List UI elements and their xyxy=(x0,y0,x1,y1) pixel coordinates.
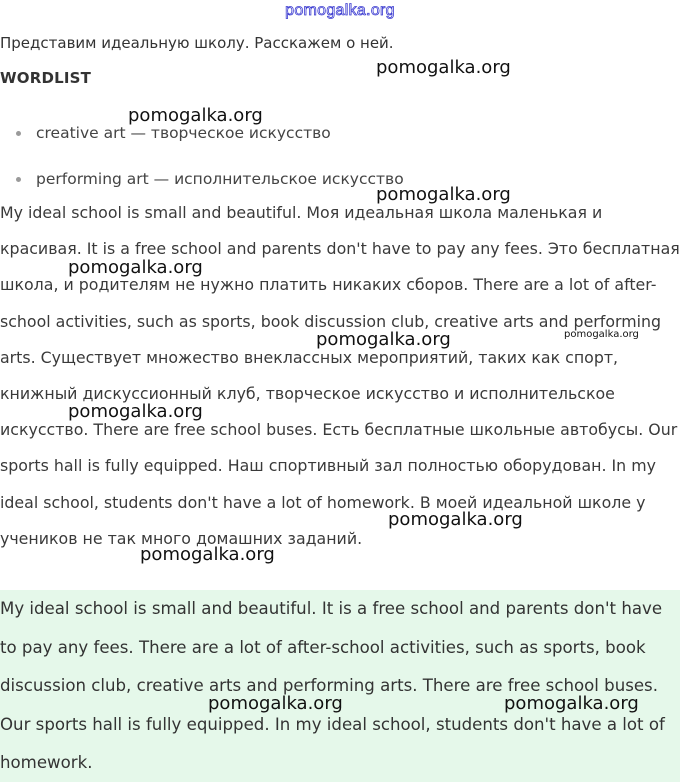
bilingual-paragraph: My ideal school is small and beautiful. Моя идеальная школа маленькая и красивая. It is a free school and parents don't have to pay any fees. Это бесплатная школа, и родителям не нужно платить никаких сборов. There are a lot of after-school activities, such as sports, book discussion club, creative arts and performing arts. Существует множество внеклассных мероприятий, таких как спорт, книжный дискуссионный клуб, творческое искусство и исполнительское искусство. There are free school buses. Есть бесплатные школьные автобусы. Our sports hall is fully equipped. Наш спортивный зал полностью оборудован. In my ideal school, students don't have a lot of homework. В моей идеальной школе у учеников не так много домашних заданий. xyxy=(0,203,680,548)
top-watermark: pomogalka.org xyxy=(285,2,395,19)
watermark: pomogalka.org xyxy=(316,329,451,350)
watermark: pomogalka.org xyxy=(504,693,639,714)
watermark: pomogalka.org xyxy=(68,401,203,422)
watermark: pomogalka.org xyxy=(208,693,343,714)
intro-text: Представим идеальную школу. Расскажем о ней. xyxy=(0,34,394,52)
wordlist-item-text: creative art — творческое искусство xyxy=(36,124,331,142)
watermark: pomogalka.org xyxy=(68,257,203,278)
bullet-icon xyxy=(16,131,21,136)
watermark: pomogalka.org xyxy=(376,184,511,205)
watermark: pomogalka.org xyxy=(128,105,263,126)
watermark: pomogalka.org xyxy=(140,544,275,565)
watermark: pomogalka.org xyxy=(388,509,523,530)
wordlist-item-text: performing art — исполнительское искусство xyxy=(36,170,404,188)
english-paragraph: My ideal school is small and beautiful. It is a free school and parents don't have to pay any fees. There are a lot of after-school activities, such as sports, book discussion club, creative arts and performing arts. There are free school buses. Our sports hall is fully equipped. In my ideal school, students don't have a lot of homework. xyxy=(0,599,665,773)
wordlist-item xyxy=(0,123,404,169)
wordlist-heading: WORDLIST xyxy=(0,69,92,87)
watermark: pomogalka.org xyxy=(376,57,511,78)
watermark: pomogalka.org xyxy=(564,329,639,340)
bullet-icon xyxy=(16,177,21,182)
